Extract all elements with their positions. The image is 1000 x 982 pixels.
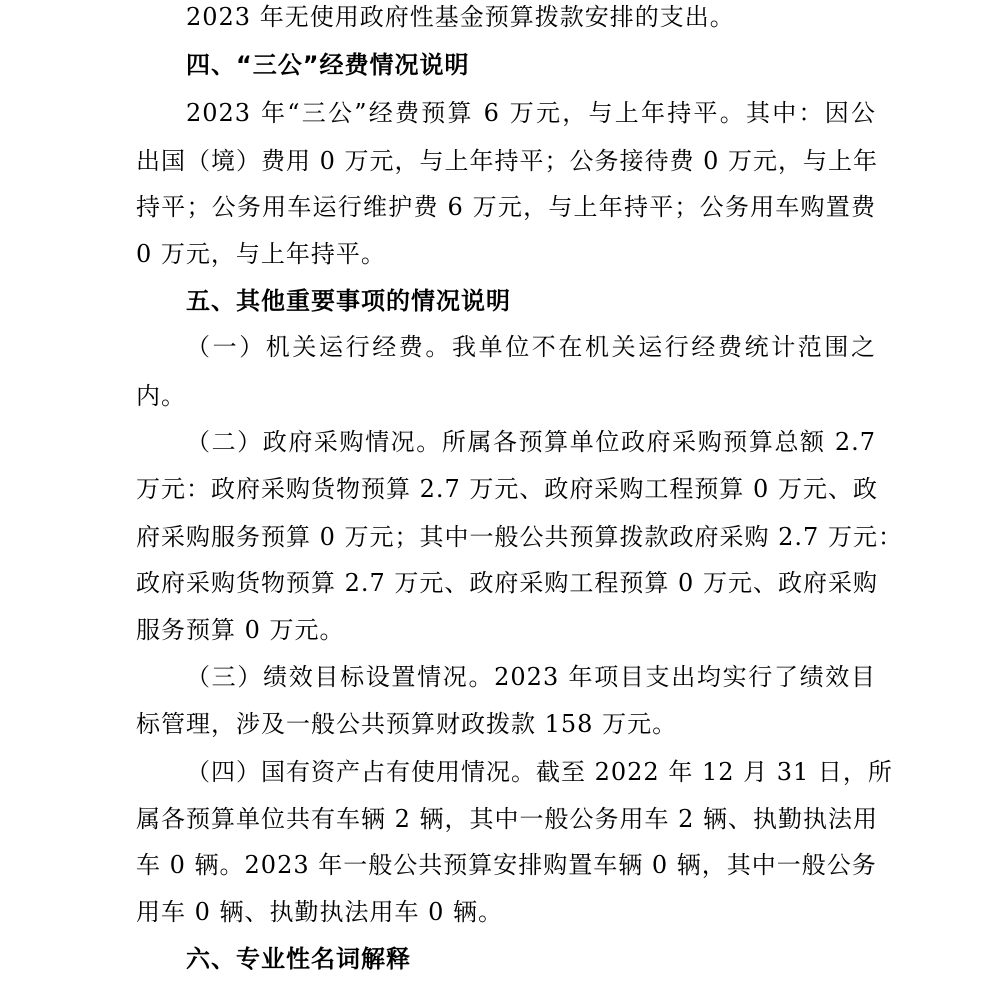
text-line: 用车 0 辆、执勤执法用车 0 辆。 — [136, 898, 504, 926]
text-line: （四）国有资产占有使用情况。截至 2022 年 12 月 31 日，所 — [186, 758, 893, 786]
text-line: 标管理，涉及一般公共预算财政拨款 158 万元。 — [136, 710, 678, 738]
text-line: 政府采购货物预算 2.7 万元、政府采购工程预算 0 万元、政府采购 — [136, 569, 878, 597]
text-line: 内。 — [136, 382, 186, 410]
text-line: 万元：政府采购货物预算 2.7 万元、政府采购工程预算 0 万元、政 — [136, 475, 878, 503]
text-line: 属各预算单位共有车辆 2 辆，其中一般公务用车 2 辆、执勤执法用 — [136, 805, 879, 833]
section-heading: 五、其他重要事项的情况说明 — [186, 287, 511, 315]
text-line: 0 万元，与上年持平。 — [136, 240, 386, 268]
text-line: （二）政府采购情况。所属各预算单位政府采购预算总额 2.7 — [186, 428, 876, 456]
text-line: 持平；公务用车运行维护费 6 万元，与上年持平；公务用车购置费 — [136, 193, 876, 221]
text-line: （一）机关运行经费。我单位不在机关运行经费统计范围之 — [186, 333, 876, 361]
text-line: 服务预算 0 万元。 — [136, 616, 345, 644]
text-line: 车 0 辆。2023 年一般公共预算安排购置车辆 0 辆，其中一般公务 — [136, 851, 877, 879]
section-heading: 四、“三公”经费情况说明 — [186, 51, 470, 79]
text-line: 2023 年无使用政府性基金预算拨款安排的支出。 — [186, 3, 735, 31]
text-line: 2023 年“三公”经费预算 6 万元，与上年持平。其中：因公 — [186, 99, 876, 127]
text-line: 府采购服务预算 0 万元；其中一般公共预算拨款政府采购 2.7 万元： — [136, 523, 903, 551]
text-line: 出国（境）费用 0 万元，与上年持平；公务接待费 0 万元，与上年 — [136, 147, 879, 175]
section-heading: 六、专业性名词解释 — [186, 945, 411, 973]
text-line: （三）绩效目标设置情况。2023 年项目支出均实行了绩效目 — [186, 663, 876, 691]
